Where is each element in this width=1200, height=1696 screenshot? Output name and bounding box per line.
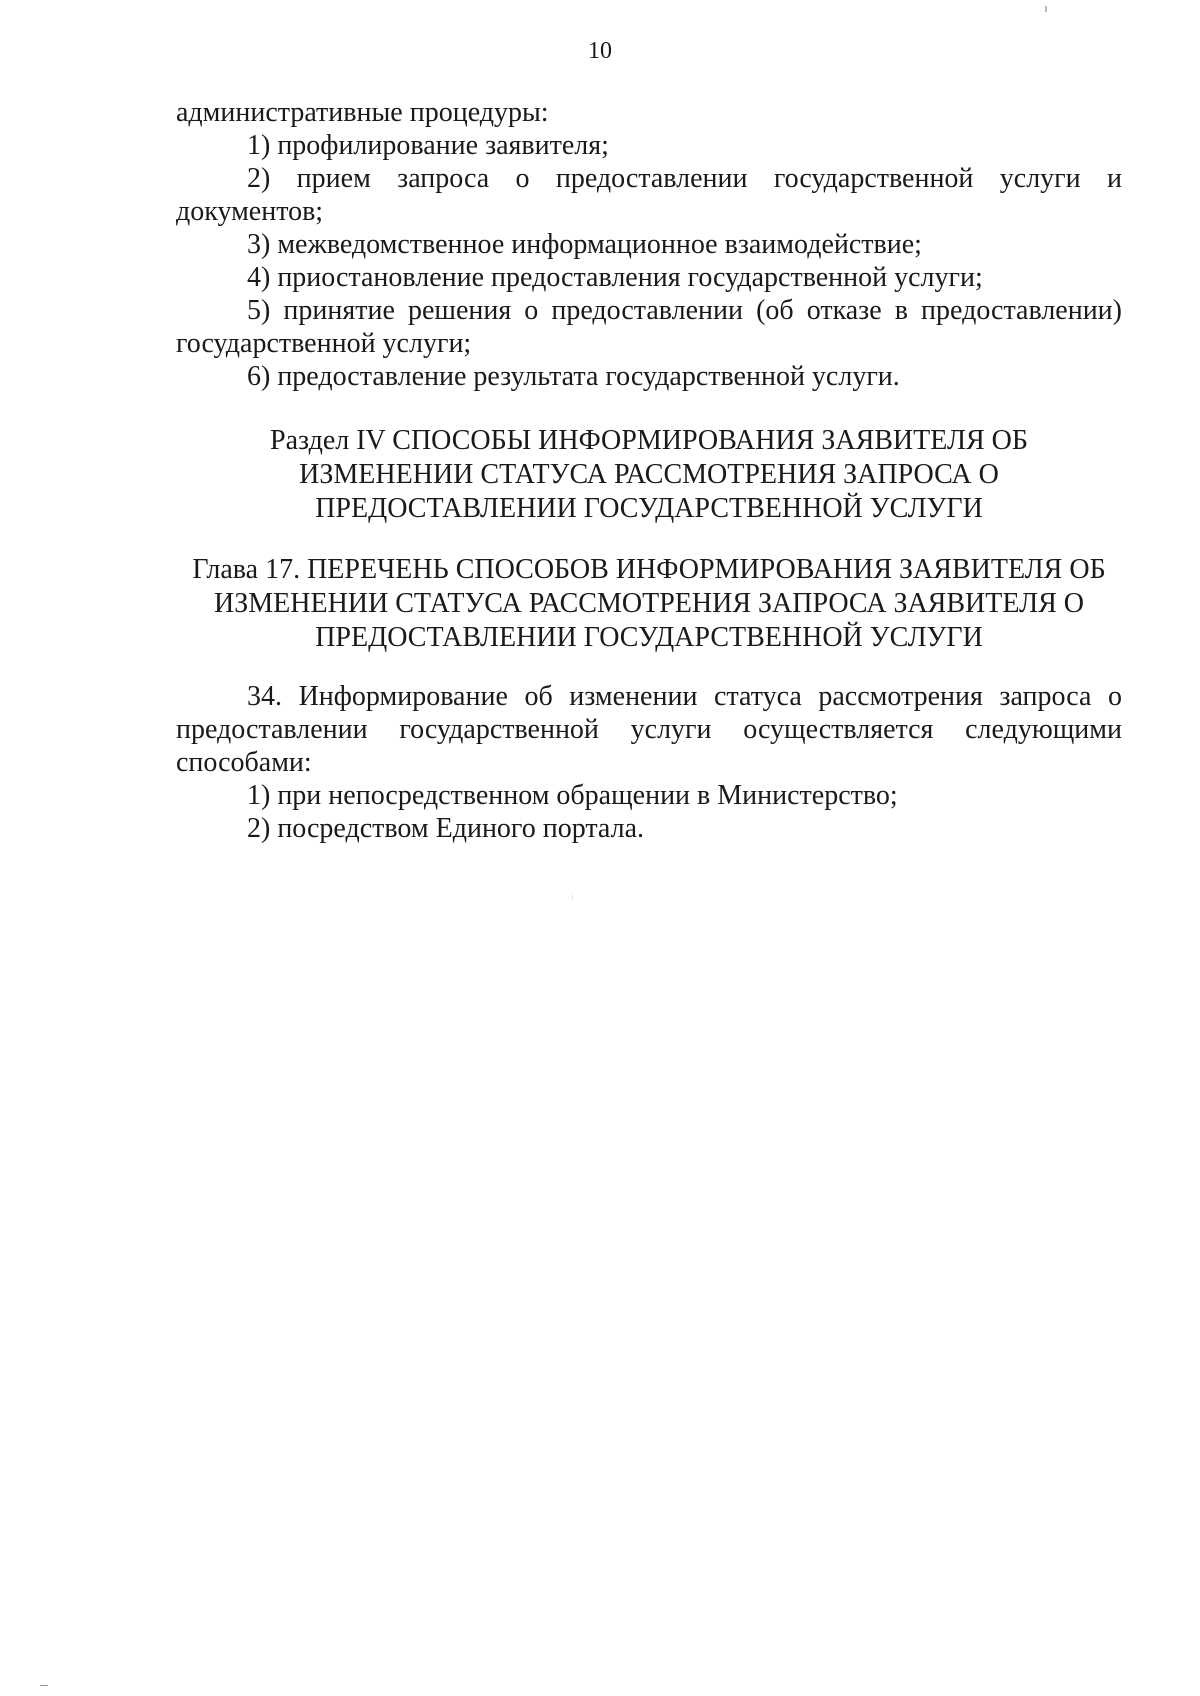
list-item: 1) профилирование заявителя; [247, 130, 609, 161]
paragraph-34-text: 34. Информирование об изменении статуса рассмотрения запроса о предоставлении государственной услуги осуществляется следующими способами: [176, 681, 1122, 778]
paragraph-34 [176, 680, 1122, 845]
section-heading-line: Раздел IV СПОСОБЫ ИНФОРМИРОВАНИЯ ЗАЯВИТЕЛЯ ОБ [270, 425, 1028, 456]
list-item: 2) прием запроса о предоставлении государственной услуги и документов; [176, 163, 1122, 227]
scan-speck [40, 1685, 48, 1686]
chapter-heading-line: Глава 17. ПЕРЕЧЕНЬ СПОСОБОВ ИНФОРМИРОВАНИЯ ЗАЯВИТЕЛЯ ОБ [192, 554, 1106, 585]
section-heading [176, 424, 1122, 526]
scan-speck [1045, 6, 1047, 12]
list-item: 3) межведомственное информационное взаимодействие; [247, 229, 922, 260]
chapter-heading-line: ИЗМЕНЕНИИ СТАТУСА РАССМОТРЕНИЯ ЗАПРОСА ЗАЯВИТЕЛЯ О [214, 588, 1084, 619]
list-item: 5) принятие решения о предоставлении (об отказе в предоставлении) государственной услуги; [176, 295, 1122, 359]
chapter-heading [176, 553, 1122, 655]
page-number: 10 [588, 38, 612, 64]
list-item: 1) при непосредственном обращении в Министерство; [247, 780, 898, 811]
list-item: 6) предоставление результата государственной услуги. [247, 361, 900, 392]
scan-speck [572, 895, 573, 899]
section-heading-line: ИЗМЕНЕНИИ СТАТУСА РАССМОТРЕНИЯ ЗАПРОСА О [299, 459, 999, 490]
continuation-line: административные процедуры: [176, 97, 549, 128]
list-item: 2) посредством Единого портала. [247, 813, 644, 844]
list-item: 4) приостановление предоставления государственной услуги; [247, 262, 983, 293]
chapter-heading-line: ПРЕДОСТАВЛЕНИИ ГОСУДАРСТВЕННОЙ УСЛУГИ [315, 622, 983, 653]
section-heading-line: ПРЕДОСТАВЛЕНИИ ГОСУДАРСТВЕННОЙ УСЛУГИ [315, 493, 983, 524]
procedures-list [176, 96, 1122, 393]
